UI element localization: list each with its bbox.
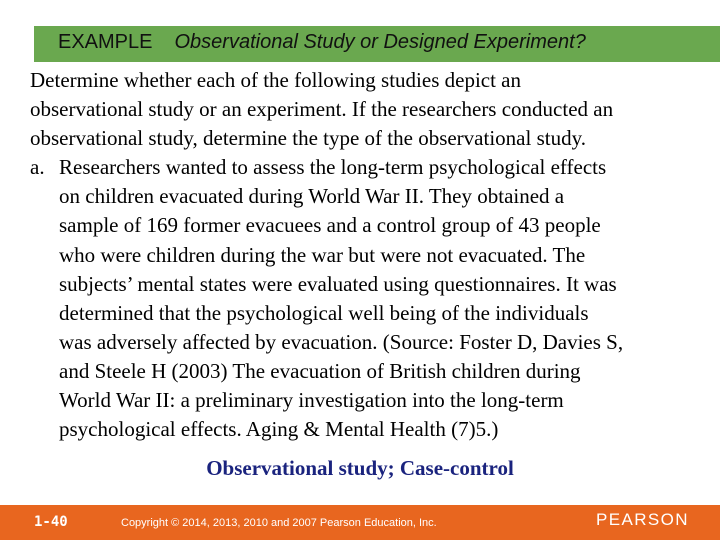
intro-line: observational study or an experiment. If the researchers conducted an — [30, 97, 614, 122]
item-a-line: psychological effects. Aging & Mental Health (7)5.) — [59, 417, 499, 442]
item-a-text: Researchers wanted to assess the long-term psychological effects — [59, 155, 607, 180]
answer-text: Observational study; Case-control — [206, 456, 514, 480]
item-a-line: subjects’ mental states were evaluated using questionnaires. It was — [59, 271, 617, 296]
example-label: EXAMPLE — [58, 31, 153, 53]
copyright-notice: Copyright © 2014, 2013, 2010 and 2007 Pearson Education, Inc. — [121, 517, 437, 529]
item-a-line: who were children during the war but were not evacuated. The — [59, 242, 586, 267]
page-number: 1-40 — [34, 514, 68, 530]
item-marker: a. — [30, 155, 45, 180]
item-a-line: and Steele H (2003) The evacuation of British children during — [59, 358, 581, 383]
item-a-line: determined that the psychological well being of the individuals — [59, 300, 589, 325]
intro-line: observational study, determine the type of the observational study. — [30, 126, 586, 151]
item-a-line: World War II: a preliminary investigation into the long-term — [59, 388, 564, 413]
item-a-line — [30, 153, 710, 182]
pearson-logo: PEARSON — [596, 510, 689, 529]
item-a-line: sample of 169 former evacuees and a control group of 43 people — [59, 213, 601, 238]
intro-line: Determine whether each of the following studies depict an — [30, 68, 521, 92]
slide-header — [58, 31, 586, 54]
item-a-line: on children evacuated during World War II. They obtained a — [59, 184, 565, 209]
slide-title: Observational Study or Designed Experiment? — [174, 31, 586, 53]
slide-body — [30, 66, 710, 444]
item-a-line: was adversely affected by evacuation. (Source: Foster D, Davies S, — [59, 329, 624, 354]
